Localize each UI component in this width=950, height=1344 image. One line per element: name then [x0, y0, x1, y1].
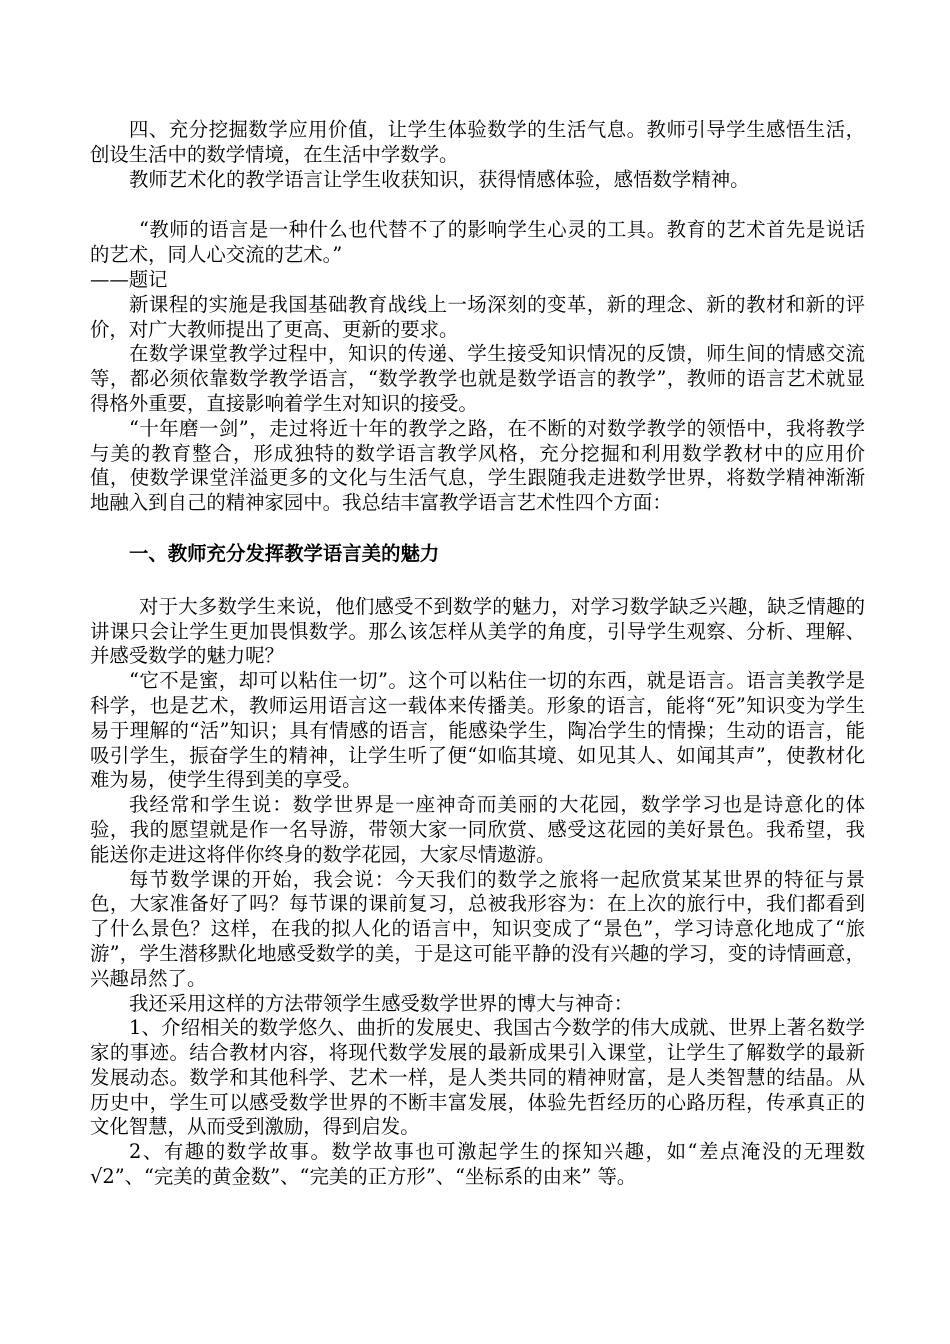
paragraph: 在数学课堂教学过程中，知识的传递、学生接受知识情况的反馈，师生间的情感交流等，都必须依靠数学教学语言，“数学教学也就是数学语言的教学”，教师的语言艺术就显得格外重要，直接影响着学生对知识的接受。: [90, 342, 865, 415]
spacer: [90, 516, 865, 542]
document-page: [90, 118, 865, 1190]
paragraph: 2、有趣的数学故事。数学故事也可激起学生的探知兴趣，如“差点淹没的无理数√2”、“完美的黄金数”、“完美的正方形”、“坐标系的由来” 等。: [90, 1140, 865, 1189]
spacer: [90, 192, 865, 218]
epigraph-signature: ——题记: [90, 267, 168, 291]
epigraph-quote: “教师的语言是一种什么也代替不了的影响学生心灵的工具。教育的艺术首先是说话的艺术，同人心交流的艺术。”: [90, 218, 865, 267]
paragraph: 每节数学课的开始，我会说：今天我们的数学之旅将一起欣赏某某世界的特征与景色，大家准备好了吗？每节课的课前复习，总被我形容为：在上次的旅行中，我们都看到了什么景色？这样，在我的拟人化的语言中，知识变成了“景色”，学习诗意化地成了“旅游”，学生潜移默化地感受数学的美，于是这可能平静的没有兴趣的学习，变的诗情画意，兴趣昂然了。: [90, 867, 865, 990]
spacer: [90, 567, 865, 595]
paragraph: “十年磨一剑”，走过将近十年的教学之路，在不断的对数学教学的领悟中，我将教学与美的教育整合，形成独特的数学语言教学风格，充分挖掘和利用数学教材中的应用价值，使数学课堂洋溢更多的文化与生活气息，学生跟随我走进数学世界，将数学精神渐渐地融入到自己的精神家园中。我总结丰富教学语言艺术性四个方面：: [90, 416, 865, 515]
paragraph: 教师艺术化的教学语言让学生收获知识，获得情感体验，感悟数学精神。: [129, 167, 750, 191]
paragraph: 四、充分挖掘数学应用价值，让学生体验数学的生活气息。教师引导学生感悟生活，创设生活中的数学情境，在生活中学数学。: [90, 118, 865, 166]
paragraph: 我经常和学生说：数学世界是一座神奇而美丽的大花园，数学学习也是诗意化的体验，我的愿望就是作一名导游，带领大家一同欣赏、感受这花园的美好景色。我希望，我能送你走进这将伴你终身的数学花园，大家尽情遨游。: [90, 793, 865, 866]
paragraph: 对于大多数学生来说，他们感受不到数学的魅力，对学习数学缺乏兴趣，缺乏情趣的讲课只会让学生更加畏惧数学。那么该怎样从美学的角度，引导学生观察、分析、理解、并感受数学的魅力呢？: [90, 594, 865, 668]
paragraph: “它不是蜜，却可以粘住一切”。这个可以粘住一切的东西，就是语言。语言美教学是科学，也是艺术，教师运用语言这一载体来传播美。形象的语言，能将“死”知识变为学生易于理解的“活”知识；具有情感的语言，能感染学生，陶冶学生的情操；生动的语言，能吸引学生，振奋学生的精神，让学生听了便“如临其境、如见其人、如闻其声”，使教材化难为易，使学生得到美的享受。: [90, 669, 865, 792]
section-heading: 一、教师充分发挥教学语言美的魅力: [129, 541, 440, 565]
paragraph: 新课程的实施是我国基础教育战线上一场深刻的变革，新的理念、新的教材和新的评价，对广大教师提出了更高、更新的要求。: [90, 292, 865, 341]
paragraph: 1、介绍相关的数学悠久、曲折的发展史、我国古今数学的伟大成就、世界上著名数学家的事迹。结合教材内容，将现代数学发展的最新成果引入课堂，让学生了解数学的最新发展动态。数学和其他科学、艺术一样，是人类共同的精神财富，是人类智慧的结晶。从历史中，学生可以感受数学世界的不断丰富发展，体验先哲经历的心路历程，传承真正的文化智慧，从而受到激励，得到启发。: [90, 1016, 865, 1139]
paragraph: 我还采用这样的方法带领学生感受数学世界的博大与神奇：: [129, 991, 634, 1015]
